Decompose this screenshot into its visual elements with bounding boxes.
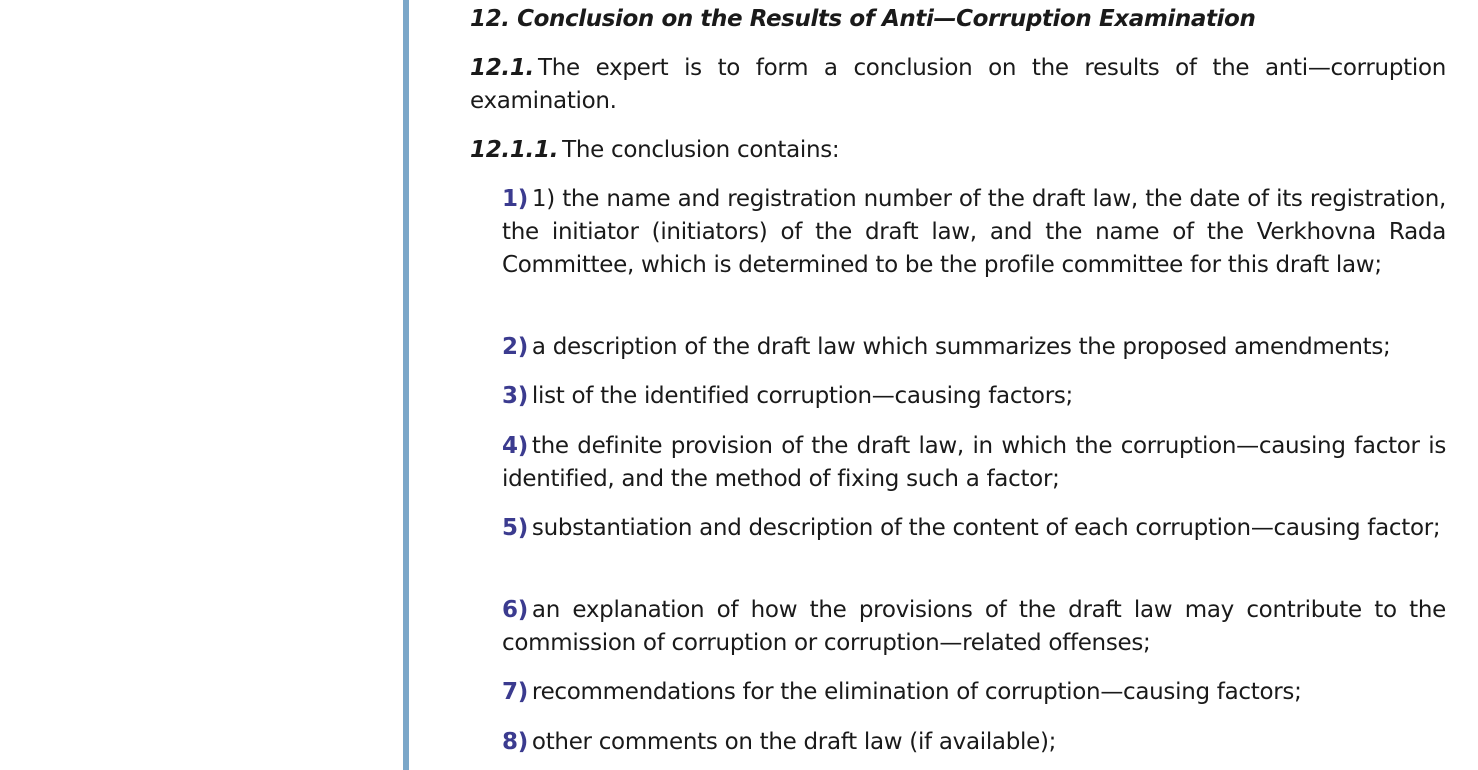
list-item-text: the definite provision of the draft law, in which the corruption—causing factor is identified, and the method of fixing such a factor;: [502, 433, 1446, 492]
vertical-accent-rule: [403, 0, 409, 770]
list-item: [502, 512, 1446, 545]
paragraph-text: The expert is to form a conclusion on the results of the anti—corruption examination.: [470, 55, 1446, 114]
list-item: [502, 676, 1446, 709]
list-marker: 2): [502, 334, 528, 360]
list-item-text: an explanation of how the provisions of the draft law may contribute to the commission of corruption or corruption—related offenses;: [502, 597, 1446, 656]
list-item: [502, 331, 1446, 364]
list-item-text: substantiation and description of the content of each corruption—causing factor;: [531, 515, 1441, 541]
list-item: [502, 183, 1446, 282]
list-marker: 6): [502, 597, 528, 623]
list-marker: 3): [502, 383, 528, 409]
list-item: [502, 430, 1446, 496]
paragraph-number: 12.1.1.: [470, 137, 559, 163]
list-item: [502, 726, 1446, 759]
section-heading: 12. Conclusion on the Results of Anti—Corruption Examination: [470, 6, 1256, 32]
list-item-text: a description of the draft law which summarizes the proposed amendments;: [531, 334, 1391, 360]
list-marker: 4): [502, 433, 528, 459]
list-marker: 7): [502, 679, 528, 705]
list-marker: 8): [502, 729, 528, 755]
list-marker: 5): [502, 515, 528, 541]
list-item: [502, 380, 1446, 413]
paragraph-text: The conclusion contains:: [562, 137, 840, 163]
list-item-text: recommendations for the elimination of corruption—causing factors;: [531, 679, 1302, 705]
list-item-text: 1) the name and registration number of the draft law, the date of its registration, the initiator (initiators) of the draft law, and the name of the Verkhovna Rada Committee, which is determined to be the profile committee for this draft law;: [502, 186, 1446, 278]
list-item-text: list of the identified corruption—causing factors;: [531, 383, 1073, 409]
list-item-text: other comments on the draft law (if available);: [531, 729, 1057, 755]
paragraph-12-1-1: [470, 134, 1446, 167]
paragraph-number: 12.1.: [470, 55, 534, 81]
list-marker: 1): [502, 186, 528, 212]
list-item: [502, 594, 1446, 660]
left-margin-pane: [0, 0, 403, 770]
paragraph-12-1: [470, 52, 1446, 118]
